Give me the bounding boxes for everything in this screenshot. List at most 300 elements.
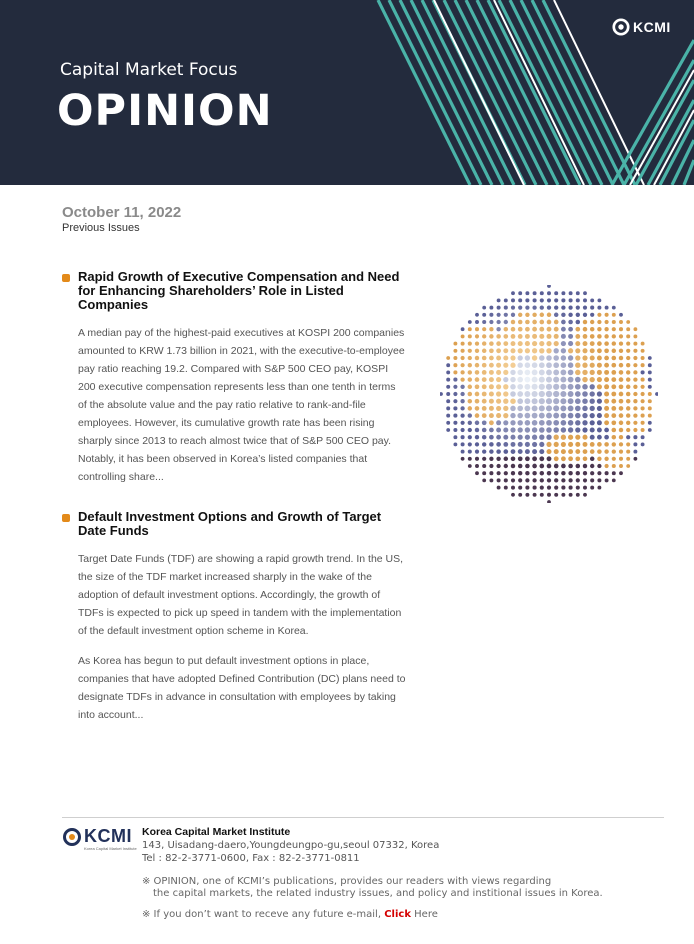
globe-dot xyxy=(482,413,487,418)
globe-dot xyxy=(518,486,522,490)
globe-dot xyxy=(648,356,652,360)
globe-dot xyxy=(561,291,565,295)
article-title-link[interactable]: Rapid Growth of Executive Compensation and Need for Enhancing Shareholders’ Role in Listed Companies xyxy=(78,269,400,312)
issue-date: October 11, 2022 xyxy=(62,204,182,221)
globe-dot xyxy=(533,291,537,295)
globe-dot xyxy=(597,420,602,425)
globe-dot xyxy=(611,363,616,368)
globe-dot xyxy=(626,327,630,331)
globe-dot xyxy=(496,420,501,425)
globe-dot xyxy=(583,478,587,482)
globe-dot xyxy=(604,413,609,418)
globe-dot xyxy=(460,392,464,396)
globe-dot xyxy=(532,456,537,461)
globe-dot xyxy=(576,306,580,310)
globe-dot xyxy=(539,355,545,361)
globe-dot xyxy=(619,428,623,432)
globe-dot xyxy=(561,298,565,302)
globe-dot xyxy=(560,398,566,404)
globe-dot xyxy=(626,334,630,338)
globe-dot xyxy=(583,334,588,339)
globe-dot xyxy=(612,341,616,345)
globe-dot xyxy=(575,442,580,447)
globe-dot xyxy=(568,384,574,390)
globe-dot xyxy=(497,486,501,490)
kcmi-logo-icon xyxy=(612,18,630,36)
globe-dot xyxy=(590,306,594,310)
globe-dot xyxy=(532,305,536,309)
footer-note-line: the capital markets, the related industry issues, and policy and institional issues in Korea. xyxy=(153,888,603,899)
globe-dot xyxy=(648,370,652,374)
footer-logo-subtext: Korea Capital Market Institute xyxy=(84,846,137,851)
globe-dot xyxy=(496,457,500,461)
globe-dot xyxy=(468,428,472,432)
globe-dot xyxy=(575,435,580,440)
globe-dot xyxy=(590,471,594,475)
globe-dot xyxy=(561,313,565,317)
globe-dot xyxy=(568,320,573,325)
article-2 xyxy=(62,510,407,724)
globe-dot xyxy=(489,428,494,433)
globe-dot xyxy=(568,370,574,376)
globe-dot xyxy=(461,435,465,439)
globe-dot xyxy=(540,486,544,490)
globe-dot xyxy=(604,348,609,353)
footer-kcmi-logo[interactable] xyxy=(62,826,137,851)
globe-dot xyxy=(539,348,544,353)
globe-dot xyxy=(525,413,531,419)
globe-dot xyxy=(612,349,617,354)
globe-dot xyxy=(546,449,551,454)
globe-dot xyxy=(504,327,509,332)
globe-dot xyxy=(626,342,630,346)
globe-dot xyxy=(532,464,537,469)
globe-dot xyxy=(475,392,480,397)
globe-dot xyxy=(582,427,587,432)
globe-dot xyxy=(518,493,522,497)
globe-dot xyxy=(489,327,493,331)
globe-dot xyxy=(489,370,494,375)
globe-dot xyxy=(611,399,616,404)
globe-dot xyxy=(460,377,464,381)
globe-dot xyxy=(605,306,609,310)
globe-dot xyxy=(575,420,580,425)
kcmi-logo[interactable] xyxy=(612,18,671,36)
globe-dot xyxy=(525,291,529,295)
globe-dot xyxy=(612,442,616,446)
globe-dot xyxy=(440,392,443,396)
globe-dot xyxy=(575,334,580,339)
globe-dot xyxy=(482,313,486,317)
globe-dot xyxy=(482,341,486,345)
previous-issues-link[interactable]: Previous Issues xyxy=(62,222,140,234)
globe-dot xyxy=(496,327,500,331)
globe-dot xyxy=(561,471,565,475)
globe-dot xyxy=(482,464,486,468)
globe-dot xyxy=(619,384,624,389)
globe-dot xyxy=(561,435,566,440)
globe-dot xyxy=(539,327,544,332)
globe-dot xyxy=(568,420,574,426)
globe-dot xyxy=(553,377,559,383)
globe-dot xyxy=(633,421,637,425)
globe-dot xyxy=(497,313,501,317)
globe-dot xyxy=(468,320,472,324)
globe-dot xyxy=(539,341,544,346)
globe-dot xyxy=(590,334,595,339)
globe-dot xyxy=(489,442,494,447)
globe-dot xyxy=(648,428,652,432)
globe-dot xyxy=(605,471,609,475)
globe-dot xyxy=(633,442,637,446)
globe-dot xyxy=(626,428,630,432)
globe-dot xyxy=(568,327,573,332)
globe-dot xyxy=(461,356,465,360)
footer-unsubscribe-note xyxy=(142,909,438,921)
globe-dot xyxy=(504,486,508,490)
globe-dot xyxy=(525,478,529,482)
globe-dot xyxy=(619,435,623,439)
globe-dot xyxy=(482,399,487,404)
globe-dot xyxy=(504,306,508,310)
globe-dot xyxy=(590,442,595,447)
globe-dot xyxy=(511,320,515,324)
globe-dot xyxy=(540,298,544,302)
globe-dot xyxy=(539,427,545,433)
globe-dot xyxy=(583,449,588,454)
globe-dot xyxy=(590,413,595,418)
globe-dot xyxy=(597,428,602,433)
globe-dot xyxy=(568,377,574,383)
globe-dot xyxy=(576,320,581,325)
globe-dot xyxy=(633,385,637,389)
article-title-link[interactable]: Default Investment Options and Growth of Target Date Funds xyxy=(78,509,382,538)
globe-dot xyxy=(641,378,645,382)
globe-dot xyxy=(604,334,608,338)
globe-dot xyxy=(475,428,479,432)
globe-dot xyxy=(532,391,538,397)
globe-dot xyxy=(561,478,565,482)
globe-dot xyxy=(546,391,552,397)
globe-dot xyxy=(525,493,529,497)
globe-dot xyxy=(590,457,595,462)
globe-dot xyxy=(619,464,623,468)
globe-dot xyxy=(461,450,465,454)
globe-dot xyxy=(518,320,523,325)
globe-dot xyxy=(489,464,493,468)
globe-dot xyxy=(604,428,609,433)
globe-dot xyxy=(554,327,559,332)
globe-dot xyxy=(468,406,472,410)
globe-dot xyxy=(503,384,508,389)
globe-dot xyxy=(590,363,595,368)
globe-dot xyxy=(482,457,486,461)
globe-dot xyxy=(597,464,601,468)
globe-dot xyxy=(482,327,486,331)
globe-dot xyxy=(626,356,630,360)
globe-dot xyxy=(561,486,565,490)
unsubscribe-click-link[interactable]: Click xyxy=(384,909,411,920)
globe-dot xyxy=(576,464,581,469)
globe-dot xyxy=(517,384,523,390)
globe-dot xyxy=(546,420,552,426)
article-summary-continued: As Korea has begun to put default investment options in place, companies that have adopted Defined Contribution (DC) plans need to designate TDFs in advance in consultation with employees by taking into account... xyxy=(78,655,406,721)
globe-dot xyxy=(475,406,480,411)
globe-dot xyxy=(518,456,523,461)
globe-dot xyxy=(525,370,531,376)
globe-dot xyxy=(461,457,465,461)
globe-dot xyxy=(532,442,537,447)
globe-dot xyxy=(468,457,472,461)
globe-dot xyxy=(583,493,587,497)
globe-dot xyxy=(540,305,544,309)
globe-dot xyxy=(511,493,515,497)
globe-dot xyxy=(648,421,652,425)
globe-dot xyxy=(532,341,537,346)
globe-dot xyxy=(590,298,594,302)
footer-divider xyxy=(62,817,664,818)
globe-dot xyxy=(547,456,552,461)
globe-dot xyxy=(619,356,623,360)
globe-dot xyxy=(453,406,457,410)
globe-dot xyxy=(576,313,580,317)
globe-dot xyxy=(575,406,581,412)
globe-dot xyxy=(554,435,559,440)
globe-dot xyxy=(503,355,508,360)
globe-dot xyxy=(539,334,544,339)
globe-dot xyxy=(633,392,637,396)
globe-dot xyxy=(561,334,566,339)
globe-dot xyxy=(461,428,465,432)
globe-dot xyxy=(489,399,494,404)
globe-dot xyxy=(525,427,530,432)
globe-dot xyxy=(511,449,516,454)
globe-dot xyxy=(626,377,630,381)
globe-dot xyxy=(626,406,630,410)
globe-dot xyxy=(561,370,567,376)
globe-dot xyxy=(605,320,609,324)
globe-dot xyxy=(489,420,494,425)
globe-dot xyxy=(611,420,616,425)
globe-dot xyxy=(619,471,623,475)
globe-dot xyxy=(496,391,501,396)
globe-dot xyxy=(568,391,574,397)
globe-dot xyxy=(575,456,580,461)
globe-dot xyxy=(575,391,581,397)
globe-dot xyxy=(554,348,559,353)
globe-dot xyxy=(503,363,508,368)
globe-dot xyxy=(511,313,515,317)
globe-dot xyxy=(597,457,601,461)
globe-dot xyxy=(482,479,486,483)
globe-dot xyxy=(525,362,531,368)
globe-dot xyxy=(482,384,487,389)
globe-dot xyxy=(561,305,565,309)
globe-dot xyxy=(539,413,545,419)
globe-dot xyxy=(539,320,544,325)
globe-dot xyxy=(496,341,501,346)
globe-dot xyxy=(482,420,487,425)
globe-dot xyxy=(575,327,580,332)
globe-dot xyxy=(590,341,595,346)
globe-dot xyxy=(619,399,624,404)
globe-dot xyxy=(554,493,558,497)
globe-dot xyxy=(641,399,645,403)
globe-dot xyxy=(590,391,595,396)
globe-dot xyxy=(568,413,574,419)
globe-dot xyxy=(525,435,530,440)
globe-dot xyxy=(554,449,559,454)
globe-dot xyxy=(612,320,616,324)
globe-dot xyxy=(633,428,637,432)
globe-dot xyxy=(446,392,450,396)
globe-dot xyxy=(496,348,501,353)
globe-dot xyxy=(604,420,609,425)
globe-dot xyxy=(611,413,616,418)
globe-dot xyxy=(561,464,566,469)
globe-dot xyxy=(568,355,573,360)
globe-dot xyxy=(511,291,515,295)
globe-dot xyxy=(626,399,630,403)
globe-dot xyxy=(605,313,609,317)
globe-dot xyxy=(560,384,566,390)
globe-dot xyxy=(575,355,580,360)
globe-dot xyxy=(532,362,538,368)
globe-dot xyxy=(568,464,573,469)
globe-dot xyxy=(597,341,602,346)
globe-dot xyxy=(590,384,595,389)
globe-dot xyxy=(539,464,544,469)
globe-dot xyxy=(604,327,608,331)
globe-dot xyxy=(583,320,587,324)
globe-dot xyxy=(641,428,645,432)
globe-dot xyxy=(496,377,501,382)
globe-dot xyxy=(561,420,567,426)
globe-dot xyxy=(532,313,536,317)
globe-dot xyxy=(546,369,552,375)
globe-dot xyxy=(576,291,580,295)
globe-dot xyxy=(517,398,523,404)
kcmi-logo-text: KCMI xyxy=(633,19,671,35)
globe-dot xyxy=(503,348,508,353)
globe-dot xyxy=(590,399,595,404)
globe-dot xyxy=(590,486,594,490)
globe-dot xyxy=(633,370,637,374)
globe-dot xyxy=(626,320,630,324)
globe-dot xyxy=(489,413,494,418)
globe-dot xyxy=(539,377,545,383)
globe-dot xyxy=(461,334,465,338)
globe-dot xyxy=(511,486,515,490)
globe-dot xyxy=(633,363,637,367)
globe-dot xyxy=(518,471,522,475)
globe-dot xyxy=(504,320,508,324)
globe-dot xyxy=(453,356,457,360)
globe-dot xyxy=(503,391,508,396)
globe-dot xyxy=(554,334,559,339)
globe-dot xyxy=(582,398,588,404)
globe-dot xyxy=(633,406,637,410)
globe-dot xyxy=(553,420,559,426)
globe-dot xyxy=(547,478,551,482)
globe-dot xyxy=(482,442,486,446)
globe-dot xyxy=(482,363,487,368)
globe-dot xyxy=(475,313,479,317)
globe-dot xyxy=(619,320,623,324)
globe-dot xyxy=(604,341,609,346)
globe-dot xyxy=(568,362,574,368)
globe-dot xyxy=(583,464,587,468)
globe-dot xyxy=(619,421,624,426)
globe-dot xyxy=(604,406,609,411)
globe-dot xyxy=(626,370,630,374)
globe-dot xyxy=(575,449,580,454)
globe-dot xyxy=(518,435,523,440)
globe-dot xyxy=(590,355,595,360)
globe-dot xyxy=(597,320,601,324)
bullet-icon xyxy=(62,274,70,282)
globe-dot xyxy=(461,342,465,346)
globe-dot xyxy=(510,406,515,411)
globe-dot xyxy=(634,457,638,461)
globe-dot xyxy=(496,399,501,404)
globe-dot xyxy=(568,406,574,412)
globe-dot xyxy=(475,327,479,331)
globe-dot xyxy=(568,456,573,461)
globe-dot xyxy=(597,298,601,302)
globe-dot xyxy=(460,370,464,374)
globe-dot xyxy=(518,298,522,302)
globe-dot xyxy=(489,313,493,317)
globe-dot xyxy=(561,427,566,432)
globe-dot xyxy=(539,362,545,368)
globe-dot xyxy=(468,377,472,381)
globe-dot xyxy=(604,363,609,368)
globe-dot xyxy=(604,370,609,375)
globe-dot xyxy=(590,320,594,324)
globe-dot xyxy=(510,377,515,382)
globe-dot xyxy=(554,313,558,317)
globe-dot xyxy=(597,363,602,368)
globe-dot xyxy=(525,355,530,360)
globe-dot xyxy=(453,421,457,425)
globe-dot xyxy=(597,471,601,475)
globe-dot xyxy=(482,334,486,338)
globe-dot xyxy=(612,435,617,440)
globe-dot xyxy=(554,291,558,295)
globe-dot xyxy=(604,356,609,361)
globe-dot xyxy=(634,327,638,331)
globe-dot xyxy=(496,384,501,389)
footer-publication-note xyxy=(142,876,603,900)
globe-dot xyxy=(604,449,608,453)
globe-dot xyxy=(532,449,537,454)
globe-dot xyxy=(582,420,587,425)
globe-dot xyxy=(482,349,487,354)
globe-dot xyxy=(604,442,609,447)
globe-dot xyxy=(482,435,487,440)
globe-dot xyxy=(590,370,595,375)
globe-dot xyxy=(583,298,587,302)
globe-dot xyxy=(461,327,465,331)
globe-dot xyxy=(597,486,601,490)
globe-dot xyxy=(453,435,457,439)
globe-dot xyxy=(547,305,551,309)
globe-dot xyxy=(553,384,559,390)
globe-dot xyxy=(525,348,530,353)
globe-dot xyxy=(547,493,551,497)
article-summary: Target Date Funds (TDF) are showing a rapid growth trend. In the US, the size of the TDF market increased sharply in the wake of the adoption of default investment options. Accordingly, the growth of TDFs is expected to pick up speed in tandem with the implementation of the default investment option scheme in Korea. xyxy=(78,553,404,637)
